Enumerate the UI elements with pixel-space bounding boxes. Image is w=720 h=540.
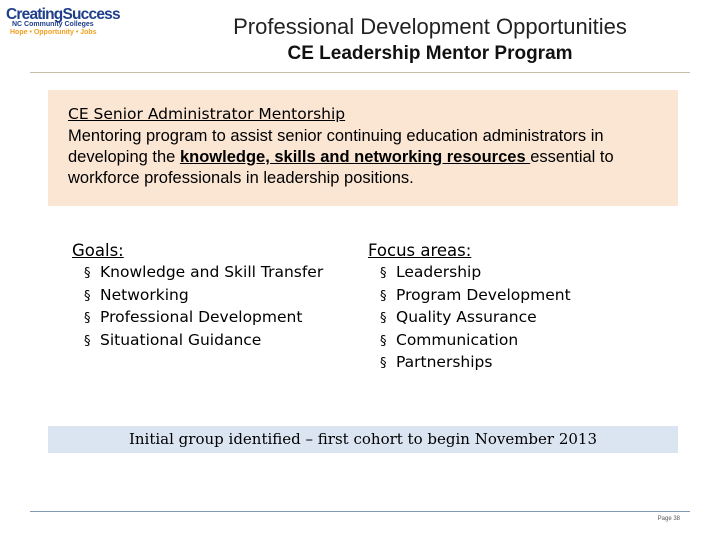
logo-sub-text: NC Community Colleges — [12, 21, 94, 28]
page-title: Professional Development Opportunities — [233, 14, 627, 39]
program-heading: CE Senior Administrator Mentorship — [68, 105, 346, 123]
square-bullet-icon: § — [380, 333, 387, 349]
list-item: § Situational Guidance — [84, 330, 323, 353]
goals-heading: Goals: — [72, 241, 124, 260]
logo-tagline: Hope • Opportunity • Jobs — [10, 29, 97, 36]
footer-divider — [30, 511, 690, 512]
focus-areas-heading: Focus areas: — [368, 241, 472, 260]
program-description-part1: Mentoring program to assist senior continuing education administrators in developing the — [68, 127, 604, 166]
page-number: Page 38 — [657, 516, 680, 522]
list-item: § Quality Assurance — [380, 307, 571, 330]
list-item: § Knowledge and Skill Transfer — [84, 262, 323, 285]
square-bullet-icon: § — [84, 333, 91, 349]
logo — [6, 6, 120, 42]
square-bullet-icon: § — [380, 266, 387, 281]
list-item: § Networking — [84, 285, 323, 308]
list-item: § Leadership — [380, 262, 571, 285]
program-description-box — [48, 90, 678, 206]
square-bullet-icon: § — [380, 311, 387, 326]
program-description-part2: essential to workforce professionals in leadership positions. — [68, 148, 614, 187]
logo-main-text: CreatingSuccess — [6, 6, 120, 23]
page-subtitle: CE Leadership Mentor Program — [287, 43, 573, 64]
header-divider — [30, 72, 690, 73]
cohort-banner: Initial group identified – first cohort to begin November 2013 — [48, 426, 678, 453]
goals-section — [72, 240, 323, 352]
list-item: § Program Development — [380, 285, 571, 308]
list-item: § Communication — [380, 330, 571, 353]
square-bullet-icon: § — [84, 266, 91, 281]
list-item: § Professional Development — [84, 307, 323, 330]
program-description — [68, 126, 668, 189]
square-bullet-icon: § — [380, 288, 387, 304]
square-bullet-icon: § — [84, 288, 91, 304]
goals-list — [72, 262, 323, 352]
square-bullet-icon: § — [380, 356, 387, 371]
list-item: § Partnerships — [380, 352, 571, 375]
focus-areas-section — [368, 240, 571, 375]
square-bullet-icon: § — [84, 311, 91, 326]
focus-areas-list — [368, 262, 571, 375]
program-description-emphasis: knowledge, skills and networking resources — [179, 148, 531, 166]
